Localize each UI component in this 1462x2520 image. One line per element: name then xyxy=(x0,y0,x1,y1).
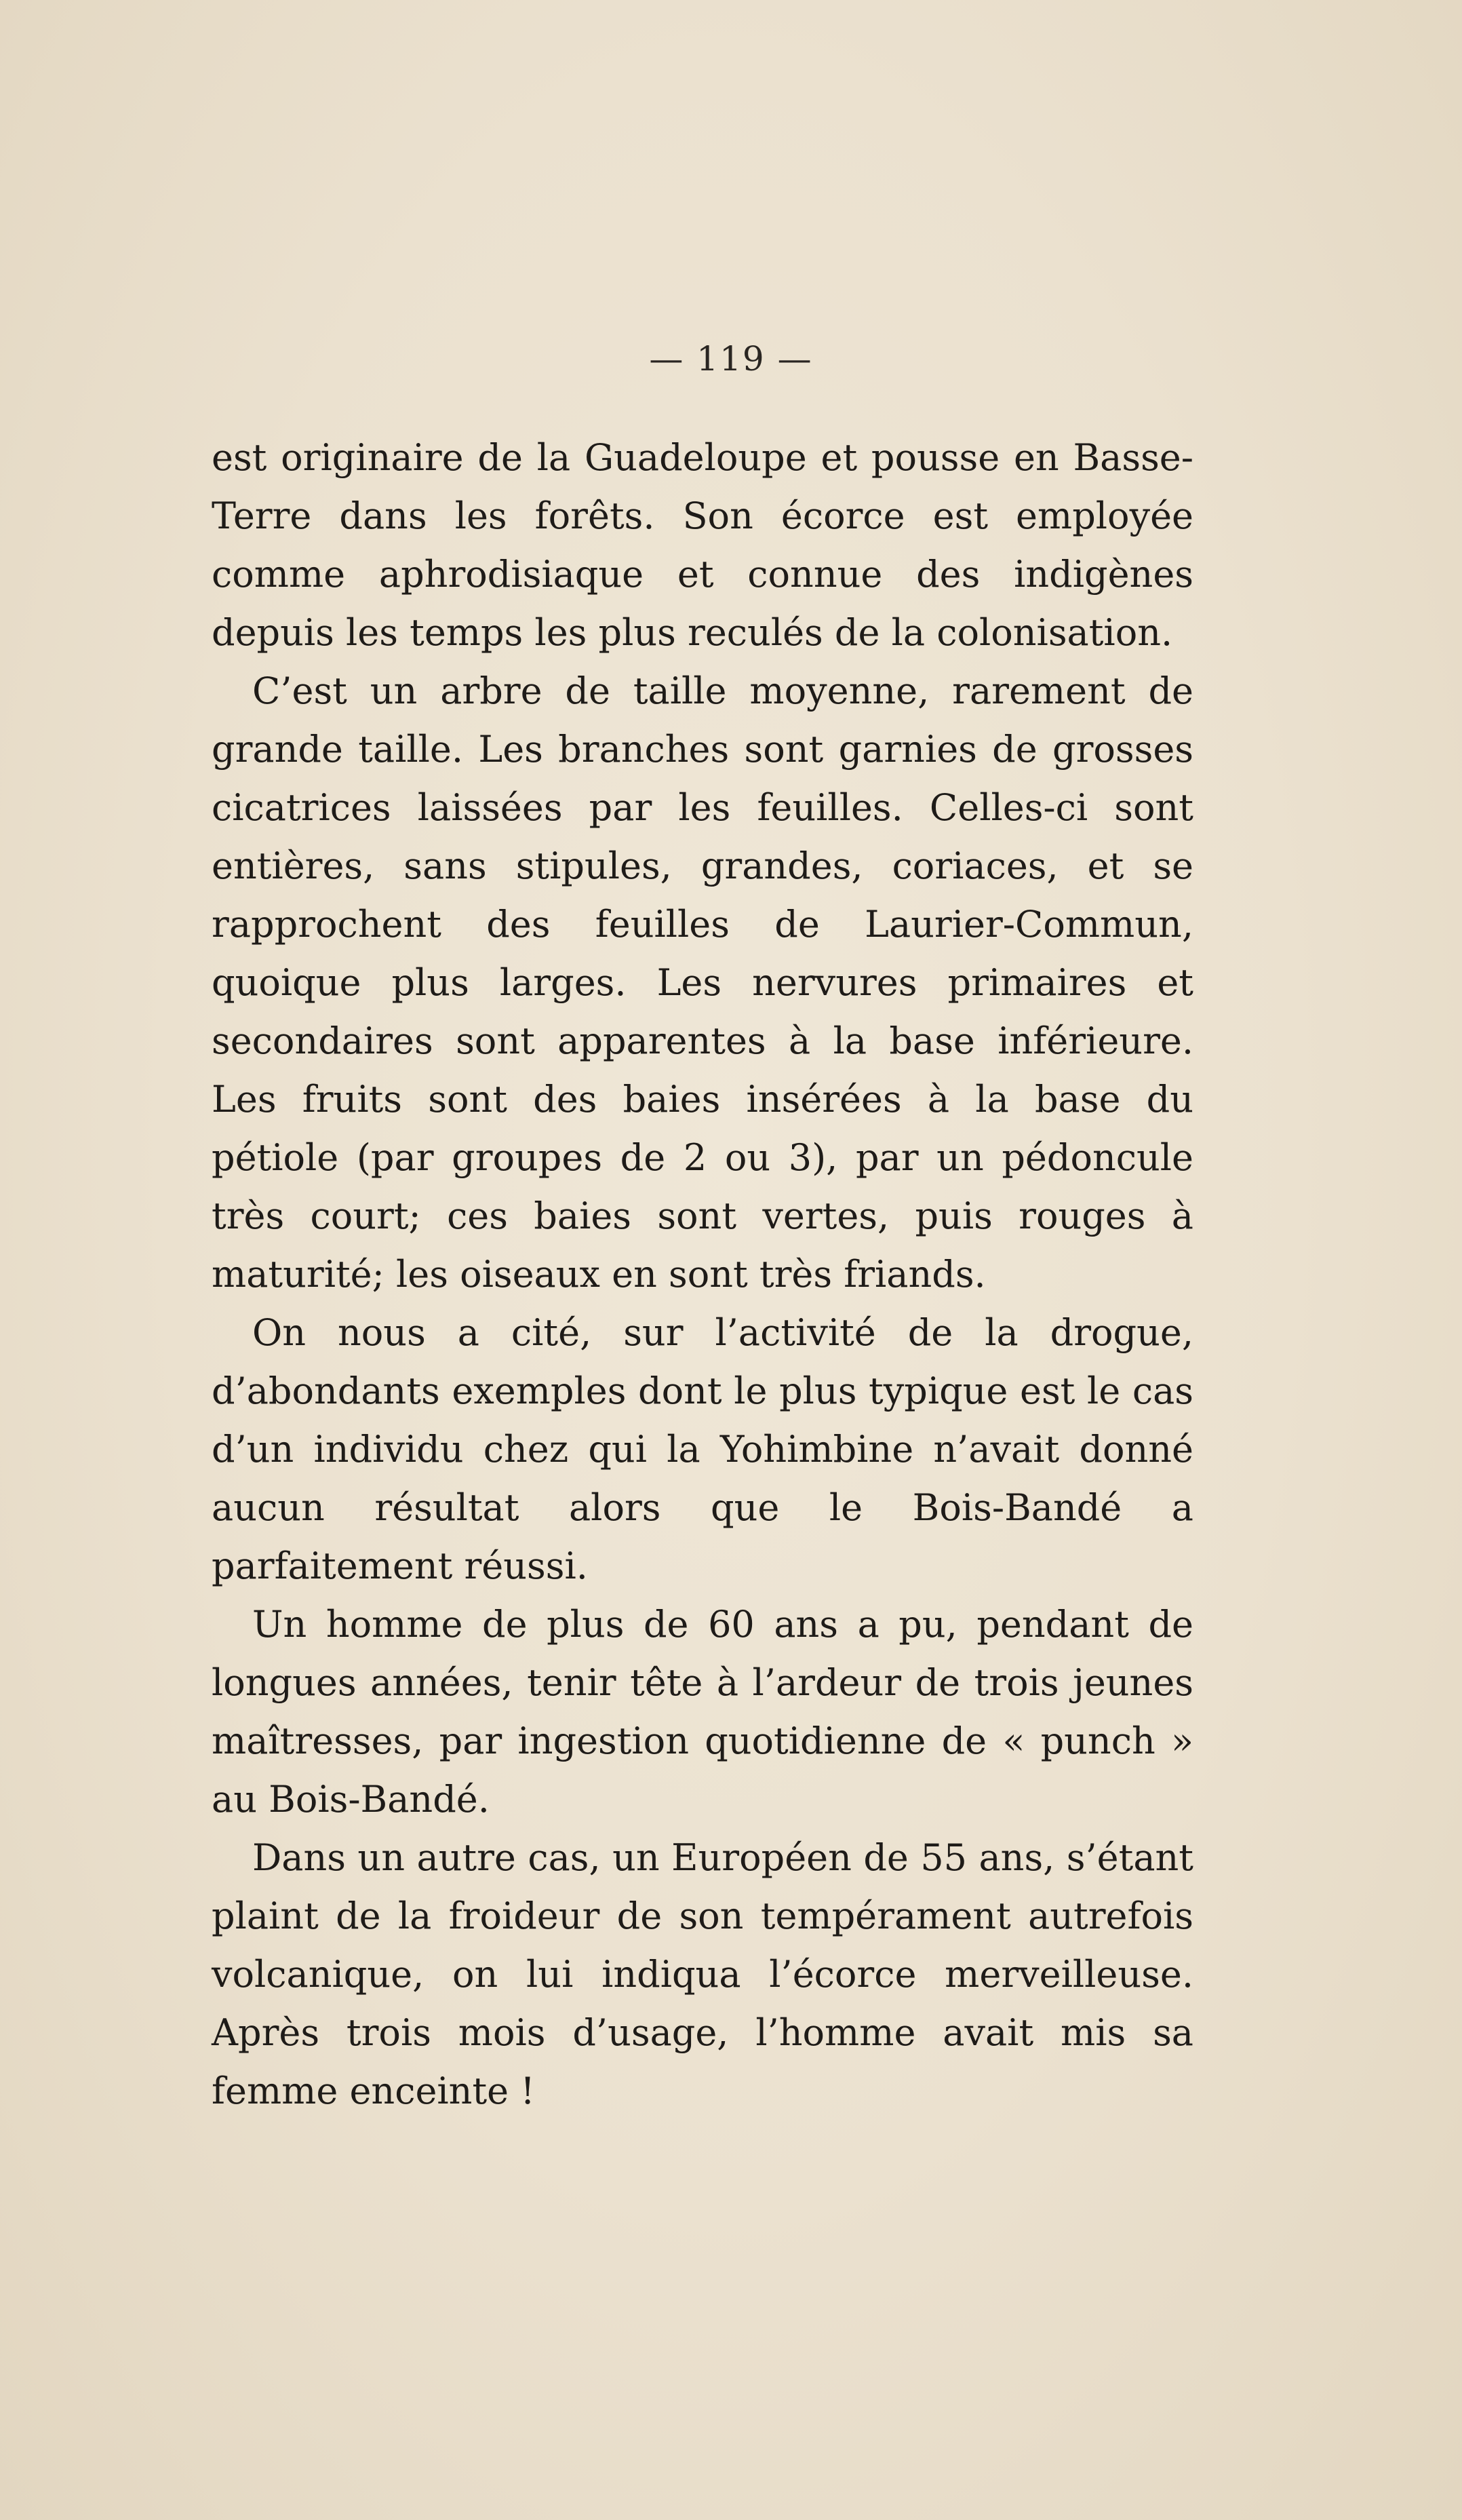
page-number: — 119 — xyxy=(649,339,813,379)
paragraph-3: On nous a cité, sur l’activité de la drogue, d’abondants exemples dont le plus typique est le cas d’un individu chez qui la Yohimbine n’avait donné aucun résultat alors que le Bois-Bandé a parfaitement réussi. xyxy=(212,1311,1193,1587)
paragraph-2: C’est un arbre de taille moyenne, rarement de grande taille. Les branches sont garnies de grosses cicatrices laissées par les feuilles. Celles-ci sont entières, sans stipules, grandes, coriaces, et se rapprochent des feuilles de Laurier-Commun, quoique plus larges. Les nervures primaires et secondaires sont apparentes à la base inférieure. Les fruits sont des baies insérées à la base du pétiole (par groupes de 2 ou 3), par un pédoncule très court; ces baies sont vertes, puis rouges à maturité; les oiseaux en sont très friands. xyxy=(212,670,1193,1296)
body-text xyxy=(212,429,1193,2120)
paragraph-5: Dans un autre cas, un Européen de 55 ans, s’étant plaint de la froideur de son tempérament autrefois volcanique, on lui indiqua l’écorce merveilleuse. Après trois mois d’usage, l’homme avait mis sa femme enceinte ! xyxy=(212,1836,1193,2112)
paragraph-1: est originaire de la Guadeloupe et pousse en Basse-Terre dans les forêts. Son écorce est employée comme aphrodisiaque et connue des indigènes depuis les temps les plus reculés de la colonisation. xyxy=(212,436,1193,654)
paragraph-4: Un homme de plus de 60 ans a pu, pendant de longues années, tenir tête à l’ardeur de trois jeunes maîtresses, par ingestion quotidienne de « punch » au Bois-Bandé. xyxy=(212,1603,1193,1821)
